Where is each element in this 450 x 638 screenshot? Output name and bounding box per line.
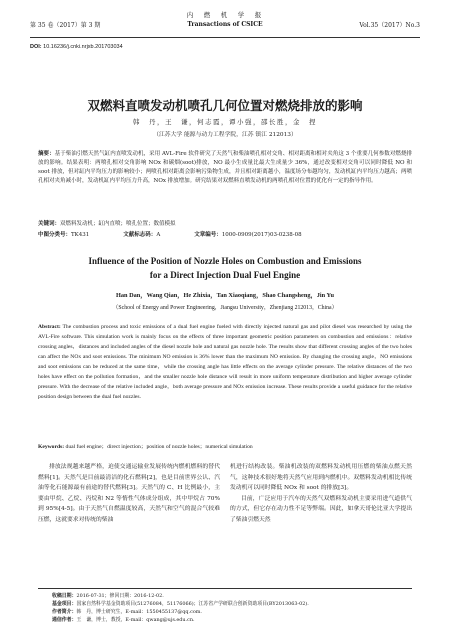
footnote-label: 收稿日期：	[52, 593, 77, 599]
clc-label: 中图分类号：	[38, 232, 72, 238]
authors-cn: 韩 丹，王 谦，何志霞，谭小强，邵长胜，金 捏	[133, 118, 317, 126]
header-volume-cn: 第 35 卷（2017）第 3 期	[30, 22, 101, 29]
footnote-label: 作者简介：	[52, 609, 77, 615]
abstract-en-label: Abstract:	[38, 324, 61, 330]
title-en	[30, 254, 420, 282]
footnote-received	[52, 592, 412, 600]
title-cn: 双燃料直喷发动机喷孔几何位置对燃烧排放的影响	[87, 98, 363, 113]
doi-label: DOI:	[30, 44, 42, 50]
article-no-item	[194, 230, 301, 238]
doc-code-label: 文献标志码：	[123, 232, 157, 238]
doc-code-value: A	[156, 232, 161, 238]
body-paragraph: 排放法规越来越严格，迫使交通运输业发展传统内燃机燃料的替代燃料[1]。天然气是目前最清洁的化石燃料[2]，也是目前世界公认、汽油等化石能源最有前途的替代燃料[3]。天然气的 C、H 比例最小，主要由甲烷、乙烷、丙烷和 N2 等惰性气体成分组成，其中甲烷占 70%到 95%[4-5]。由于天然气自燃温度较高，天然气和空气的混合气较难压燃，这就要求对传统的柴油	[38, 464, 220, 523]
keywords-cn-text: 双燃料发动机；缸内直喷；喷孔位置；数值模拟	[60, 221, 176, 227]
classification-row	[38, 230, 412, 238]
title-en-line1: Influence of the Position of Nozzle Holes on Combustion and Emissions	[88, 256, 362, 266]
footnote-text: 2016-07-31；修回日期：2016-12-02.	[76, 593, 164, 599]
keywords-en-label: Keywords:	[38, 444, 65, 450]
footnote-label: 基金项目：	[52, 601, 77, 607]
abstract-cn	[38, 150, 412, 186]
keywords-cn	[38, 220, 412, 229]
abstract-en	[38, 322, 412, 402]
body-column-left	[38, 462, 220, 525]
footnote-label: 通信作者：	[52, 617, 77, 623]
keywords-en-text: dual fuel engine；direct injection；position of nozzle holes；numerical simulation	[65, 444, 253, 450]
header-rule	[30, 37, 420, 38]
authors-en: Han Dan，Wang Qian，He Zhixia，Tan Xiaoqiang，Shao Changsheng，Jin Yu	[115, 292, 334, 299]
abstract-en-text: The combustion process and toxic emissions of a dual fuel engine fueled with directly injected natural gas and pilot diesel was researched by using the AVL-Fire software. This simulation work is mainly focus on the effects of three important geometric position parameters on combustion and emissions：relative crossing angles，distances and included angles of the diesel nozzle hole and natural gas nozzle hole. The results show that different crossing angles of the two holes can affect the NOx and soot emissions. The minimum NO emission is 36% lower than the maximum NO emission. By changing the crossing angle，NO emissions and soot emissions can be reduced at the same time，while the crossing angle has little effects on the average cylinder pressure. The relative distances of the two holes have effect on the pollution formation，and the smaller nozzle hole distance will result in more uniform temperature distribution and higher average cylinder pressure. With the decrease of the relative included angle，both average pressure and NOx emission increase. These results provide a useful guidance for the relative position design between the dual fuel nozzles.	[38, 324, 412, 400]
keywords-en	[38, 443, 412, 452]
clc-item	[38, 230, 89, 238]
doc-code-item	[123, 230, 160, 238]
doi-value[interactable]: 10.16236/j.cnki.nrjxb.201703034	[43, 44, 123, 50]
header-journal-cn: 内 燃 机 学 报	[186, 11, 264, 19]
body-paragraph: 目前，广泛应用于汽车的天然气双燃料发动机主要采用进气道供气的方式，但它存在动力性不足等弊端。因此，如拿天哥伦比亚大学提出了柴油引燃天然	[230, 495, 412, 523]
header-volume-en: Vol.35（2017）No.3	[359, 22, 420, 29]
title-en-line2: for a Direct Injection Dual Fuel Engine	[149, 270, 301, 280]
footnote-author	[52, 608, 412, 616]
keywords-cn-label: 关键词：	[38, 221, 61, 227]
footnote-corresponding	[52, 616, 412, 624]
footnote-text: 王 谦，博士，教授，E-mail：qwang@ujs.edu.cn.	[76, 617, 195, 623]
abstract-cn-label: 摘要：	[38, 151, 55, 157]
footnotes	[52, 592, 412, 624]
footnote-text: 国家自然科学基金资助项目(51276084，51176066)；江苏省产学研联合创新资助项目(BY2013063-02).	[76, 601, 309, 607]
footnote-text: 韩 丹，博士研究生，E-mail：1550455137@qq.com.	[76, 609, 202, 615]
article-no-value: 1000-0909(2017)03-0238-08	[221, 232, 302, 238]
running-header	[30, 6, 420, 38]
header-journal-en: Transactions of CSICE	[187, 21, 263, 28]
footnote-rule	[38, 588, 412, 589]
article-no-label: 文章编号：	[194, 232, 222, 238]
body-paragraph: 机进行结构改装。柴油机改装的双燃料发动机用压燃的柴油点燃天然气，这种技术很好地将天然气应用到内燃机中。双燃料发动机相比传统发动机可以同时降低 NOx 和 soot 的排放[3]。	[230, 464, 412, 491]
doi-line	[30, 44, 123, 50]
affiliation-en: （School of Energy and Power Engineering，Jiangsu University，Zhenjiang 212013，China）	[112, 305, 338, 311]
body-column-right	[230, 462, 412, 525]
clc-value: TK431	[71, 232, 90, 238]
affiliation-cn: （江苏大学 能源与动力工程学院，江苏 镇江 212013）	[153, 132, 297, 138]
footnote-fund	[52, 600, 412, 608]
abstract-cn-text: 基于柴油引燃天然气缸内直喷发动机，采用 AVL-Fire 软件研究了天然气和柴油喷孔相对交角、相对距离和相对夹角这 3 个重要几何参数对燃烧排放的影响。结果表明：两喷孔相对交角影响 NOx 和碳烟(soot)排放，NO 最小生成量比最大生成量少 36%，通过改变相对交角可以同时降低 NO 和 soot 排放，但对缸内平均压力的影响较小；两喷孔相对距离会影响污染物生成，并且相对距离越小，温度场分布越均匀，发动机缸内平均压力越高；两喷孔相对夹角减小时，发动机缸内平均压力升高，NOx 排放增加。研究结果对双燃料直喷发动机的两喷孔相对位置的优化有一定的指导作用。	[38, 151, 412, 184]
